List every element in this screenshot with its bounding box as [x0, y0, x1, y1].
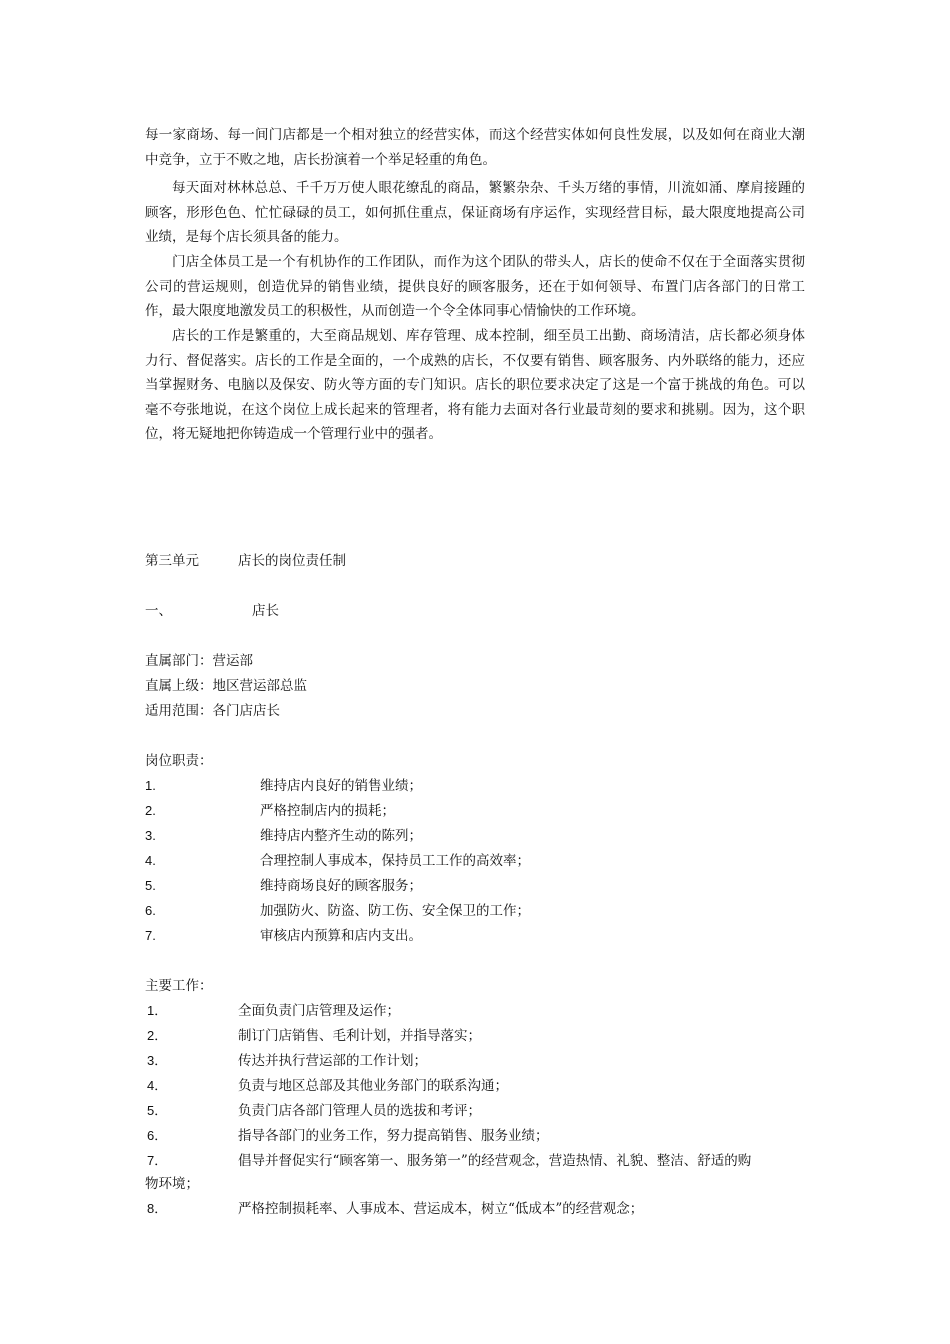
info-scope: 适用范围：各门店店长 [145, 703, 280, 719]
intro-paragraph-2: 每天面对林林总总、千千万万使人眼花缭乱的商品，繁繁杂杂、千头万绪的事情，川流如涌、摩肩接踵的顾客，形形色色、忙忙碌碌的员工，如何抓住重点，保证商场有序运作，实现经营目标，最大限度地提高公司业绩，是每个店长须具备的能力。 [145, 180, 805, 245]
duty-number: 1. [145, 778, 156, 793]
duty-text: 维持店内整齐生动的陈列； [260, 828, 422, 844]
duty-number: 7. [145, 928, 156, 943]
work-text: 倡导并督促实行“顾客第一、服务第一”的经营观念，营造热情、礼貌、整洁、舒适的购 [238, 1153, 752, 1169]
info-superior: 直属上级：地区营运部总监 [145, 678, 307, 694]
work-number: 8． [147, 1201, 168, 1216]
duty-number: 2. [145, 803, 156, 818]
work-text: 负责门店各部门管理人员的选拔和考评； [238, 1103, 481, 1119]
work-text: 全面负责门店管理及运作； [238, 1003, 400, 1019]
duty-text: 维持商场良好的顾客服务； [260, 878, 422, 894]
duty-number: 6. [145, 903, 156, 918]
intro-paragraph-3: 门店全体员工是一个有机协作的工作团队，而作为这个团队的带头人，店长的使命不仅在于全面落实贯彻公司的营运规则，创造优异的销售业绩，提供良好的顾客服务，还在于如何领导、布置门店各部门的日常工作，最大限度地激发员工的积极性，从而创造一个令全体同事心情愉快的工作环境。 [145, 254, 805, 319]
duty-text: 合理控制人事成本，保持员工工作的高效率； [260, 853, 530, 869]
duty-text: 严格控制店内的损耗； [260, 803, 395, 819]
work-text: 指导各部门的业务工作，努力提高销售、服务业绩； [238, 1128, 549, 1144]
unit-label: 第三单元 [145, 553, 199, 569]
work-number: 1． [147, 1003, 168, 1018]
work-text-continuation: 物环境； [145, 1176, 199, 1192]
work-text: 严格控制损耗率、人事成本、营运成本，树立“低成本”的经营观念； [238, 1201, 644, 1217]
work-text: 传达并执行营运部的工作计划； [238, 1053, 427, 1069]
unit-title: 店长的岗位责任制 [238, 553, 346, 569]
duty-text: 维持店内良好的销售业绩； [260, 778, 422, 794]
section-title: 店长 [252, 603, 279, 619]
work-text: 负责与地区总部及其他业务部门的联系沟通； [238, 1078, 508, 1094]
work-heading: 主要工作： [145, 978, 213, 994]
work-number: 5． [147, 1103, 168, 1118]
work-number: 6． [147, 1128, 168, 1143]
duty-number: 5. [145, 878, 156, 893]
work-number: 2． [147, 1028, 168, 1043]
info-department: 直属部门：营运部 [145, 653, 253, 669]
section-number: 一、 [145, 603, 172, 619]
work-text: 制订门店销售、毛利计划，并指导落实； [238, 1028, 481, 1044]
duties-heading: 岗位职责： [145, 753, 213, 769]
intro-paragraph-1: 每一家商场、每一间门店都是一个相对独立的经营实体，而这个经营实体如何良性发展，以及如何在商业大潮中竞争，立于不败之地，店长扮演着一个举足轻重的角色。 [145, 127, 805, 168]
work-number: 3． [147, 1053, 168, 1068]
duty-text: 加强防火、防盗、防工伤、安全保卫的工作； [260, 903, 530, 919]
duty-number: 3. [145, 828, 156, 843]
intro-paragraph-4: 店长的工作是繁重的，大至商品规划、库存管理、成本控制，细至员工出勤、商场清洁，店长都必须身体力行、督促落实。店长的工作是全面的，一个成熟的店长，不仅要有销售、顾客服务、内外联络的能力，还应当掌握财务、电脑以及保安、防火等方面的专门知识。店长的职位要求决定了这是一个富于挑战的角色。可以毫不夸张地说，在这个岗位上成长起来的管理者，将有能力去面对各行业最苛刻的要求和挑剔。因为，这个职位，将无疑地把你铸造成一个管理行业中的强者。 [145, 328, 805, 442]
work-number: 7． [147, 1153, 168, 1168]
duty-text: 审核店内预算和店内支出。 [260, 928, 422, 944]
work-number: 4． [147, 1078, 168, 1093]
duty-number: 4. [145, 853, 156, 868]
